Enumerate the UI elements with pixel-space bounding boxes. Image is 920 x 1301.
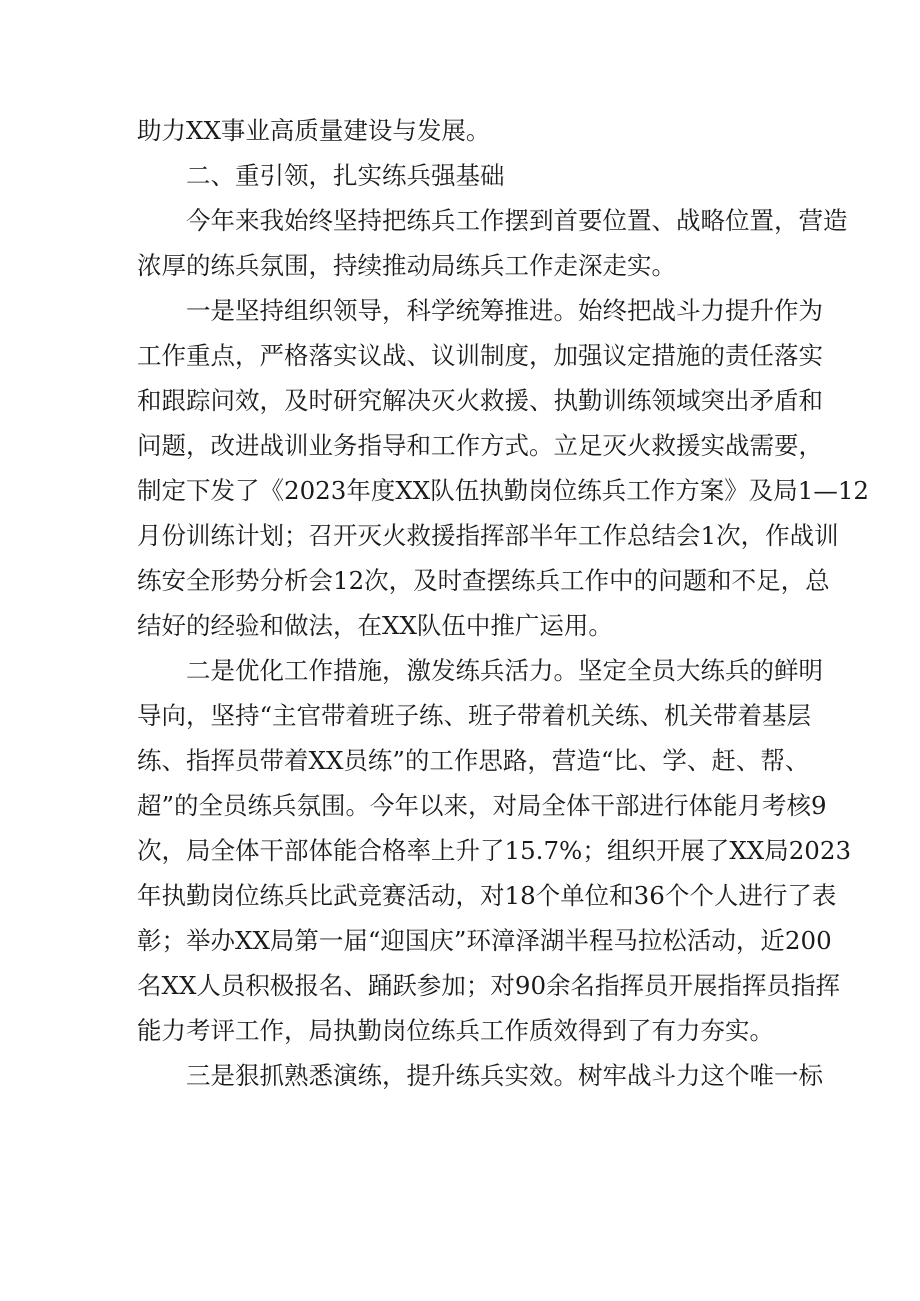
paragraph-line: 练安全形势分析会12次，及时查摆练兵工作中的问题和不足，总: [137, 566, 830, 595]
paragraph-line: 超”的全员练兵氛围。今年以来，对局全体干部进行体能月考核9: [137, 791, 827, 820]
section-heading: 二、重引领，扎实练兵强基础: [186, 161, 505, 190]
paragraph-line: 二是优化工作措施，激发练兵活力。坚定全员大练兵的鲜明: [186, 656, 823, 685]
paragraph-line: 结好的经验和做法，在XX队伍中推广运用。: [137, 611, 613, 640]
paragraph-line: 问题，改进战训业务指导和工作方式。立足灭火救援实战需要，: [137, 431, 823, 460]
document-body: [137, 108, 869, 1098]
paragraph-line: 三是狠抓熟悉演练，提升练兵实效。树牢战斗力这个唯一标: [186, 1061, 823, 1090]
paragraph-line: 练、指挥员带着XX员练”的工作思路，营造“比、学、赶、帮、: [137, 746, 810, 775]
paragraph-line: 彰；举办XX局第一届“迎国庆”环漳泽湖半程马拉松活动，近200: [137, 926, 832, 955]
paragraph-line: 次，局全体干部体能合格率上升了15.7%；组织开展了XX局2023: [137, 836, 852, 865]
paragraph-line: 年执勤岗位练兵比武竞赛活动，对18个单位和36个个人进行了表: [137, 881, 837, 910]
paragraph-line: 一是坚持组织领导，科学统筹推进。始终把战斗力提升作为: [186, 296, 823, 325]
paragraph-line: 浓厚的练兵氛围，持续推动局练兵工作走深走实。: [137, 251, 676, 280]
paragraph-line: 制定下发了《2023年度XX队伍执勤岗位练兵工作方案》及局1—12: [137, 476, 869, 505]
paragraph-line: 助力XX事业高质量建设与发展。: [137, 116, 491, 145]
paragraph-line: 月份训练计划；召开灭火救援指挥部半年工作总结会1次，作战训: [137, 521, 839, 550]
paragraph-line: 名XX人员积极报名、踊跃参加；对90余名指挥员开展指挥员指挥: [137, 971, 841, 1000]
paragraph-line: 能力考评工作，局执勤岗位练兵工作质效得到了有力夯实。: [137, 1016, 774, 1045]
paragraph-line: 工作重点，严格落实议战、议训制度，加强议定措施的责任落实: [137, 341, 823, 370]
paragraph-line: 和跟踪问效，及时研究解决灭火救援、执勤训练领域突出矛盾和: [137, 386, 823, 415]
paragraph-line: 导向，坚持“主官带着班子练、班子带着机关练、机关带着基层: [137, 701, 812, 730]
paragraph-line: 今年来我始终坚持把练兵工作摆到首要位置、战略位置，营造: [186, 206, 848, 235]
